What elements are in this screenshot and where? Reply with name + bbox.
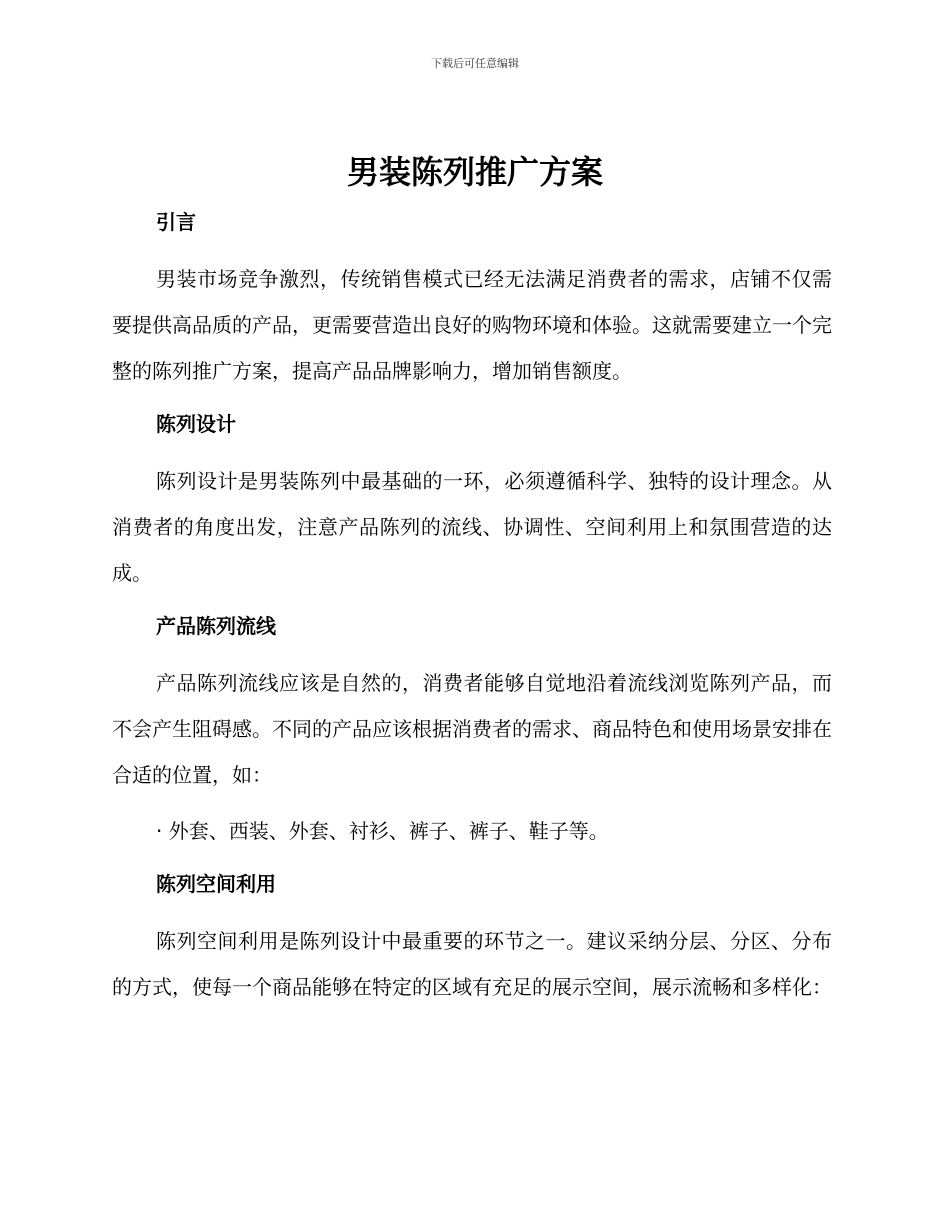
paragraph-display-flow: 产品陈列流线应该是自然的，消费者能够自觉地沿着流线浏览陈列产品，而不会产生阻碍感。不同的产品应该根据消费者的需求、商品特色和使用场景安排在合适的位置，如： — [112, 671, 832, 787]
section-heading-display-flow: 产品陈列流线 — [156, 614, 276, 638]
document-body — [112, 202, 832, 1010]
document-title: 男装陈列推广方案 — [346, 153, 603, 191]
section-heading-space-usage: 陈列空间利用 — [156, 872, 276, 896]
paragraph-introduction: 男装市场竞争激烈，传统销售模式已经无法满足消费者的需求，店铺不仅需要提供高品质的产品，更需要营造出良好的购物环境和体验。这就需要建立一个完整的陈列推广方案，提高产品品牌影响力，增加销售额度。 — [112, 267, 832, 383]
section-heading-display-design: 陈列设计 — [156, 412, 236, 436]
header-note: 下载后可任意编辑 — [431, 57, 519, 70]
paragraph-display-design: 陈列设计是男装陈列中最基础的一环，必须遵循科学、独特的设计理念。从消费者的角度出发，注意产品陈列的流线、协调性、空间利用上和氛围营造的达成。 — [112, 469, 832, 585]
section-heading-introduction: 引言 — [156, 210, 196, 234]
bullet-item-product-order: · 外套、西装、外套、衬衫、裤子、裤子、鞋子等。 — [156, 819, 609, 843]
paragraph-space-usage: 陈列空间利用是陈列设计中最重要的环节之一。建议采纳分层、分区、分布的方式，使每一个商品能够在特定的区域有充足的展示空间，展示流畅和多样化： — [112, 929, 832, 999]
